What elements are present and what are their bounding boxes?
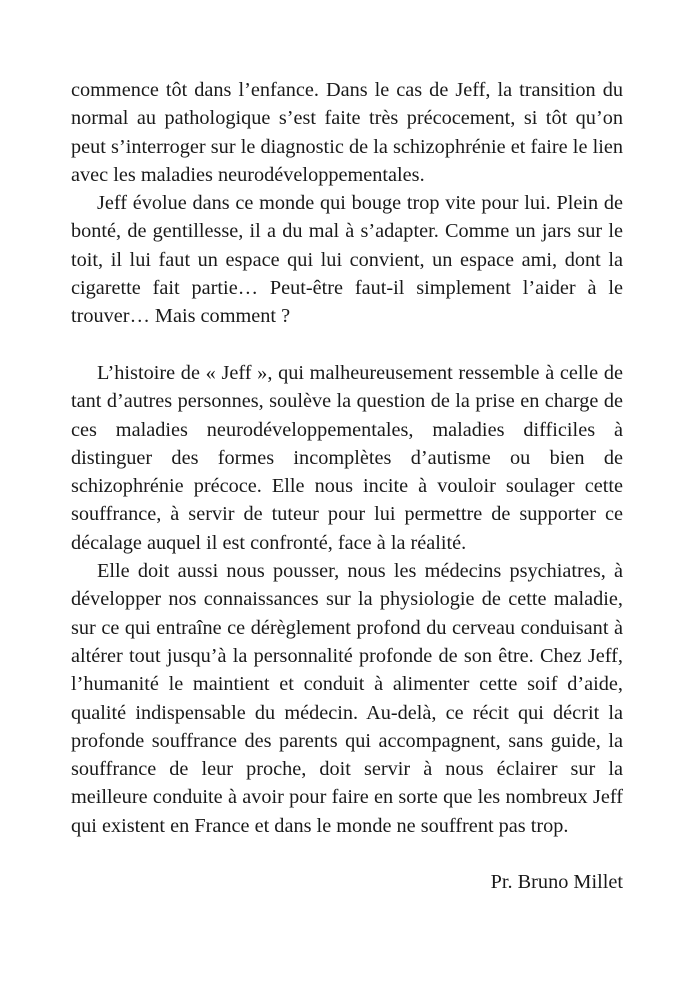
document-page: [71, 76, 623, 896]
paragraph-4: Elle doit aussi nous pousser, nous les médecins psychiatres, à développer nos connaissances sur la physiologie de cette maladie, sur ce qui entraîne ce dérèglement profond du cerveau conduisant à altérer tout jusqu’à la personnalité profonde de son être. Chez Jeff, l’humanité le maintient et conduit à alimenter cette soif d’aide, qualité indispensable du médecin. Au-delà, ce récit qui décrit la profonde souffrance des parents qui accompagnent, sans guide, la souffrance de leur proche, doit servir à nous éclairer sur la meilleure conduite à avoir pour faire en sorte que les nombreux Jeff qui existent en France et dans le monde ne souffrent pas trop.: [71, 560, 623, 837]
paragraph-1: commence tôt dans l’enfance. Dans le cas de Jeff, la transition du normal au pathologique s’est faite très précocement, si tôt qu’on peut s’interroger sur le diagnostic de la schizophrénie et faire le lien avec les maladies neurodéveloppementales.: [71, 79, 623, 186]
paragraph-2: Jeff évolue dans ce monde qui bouge trop vite pour lui. Plein de bonté, de gentillesse, il a du mal à s’adapter. Comme un jars sur le toit, il lui faut un espace qui lui convient, un espace ami, dont la cigarette fait partie… Peut-être faut-il simplement l’aider à le trouver… Mais comment ?: [71, 192, 623, 328]
author-signature: Pr. Bruno Millet: [490, 871, 623, 894]
paragraph-spacer: [71, 331, 623, 359]
paragraph-3: L’histoire de « Jeff », qui malheureusement ressemble à celle de tant d’autres personnes, soulève la question de la prise en charge de ces maladies neurodéveloppementales, maladies difficiles à distinguer des formes incomplètes d’autisme ou bien de schizophrénie précoce. Elle nous incite à vouloir soulager cette souffrance, à servir de tuteur pour lui permettre de supporter ce décalage auquel il est confronté, face à la réalité.: [71, 361, 623, 554]
